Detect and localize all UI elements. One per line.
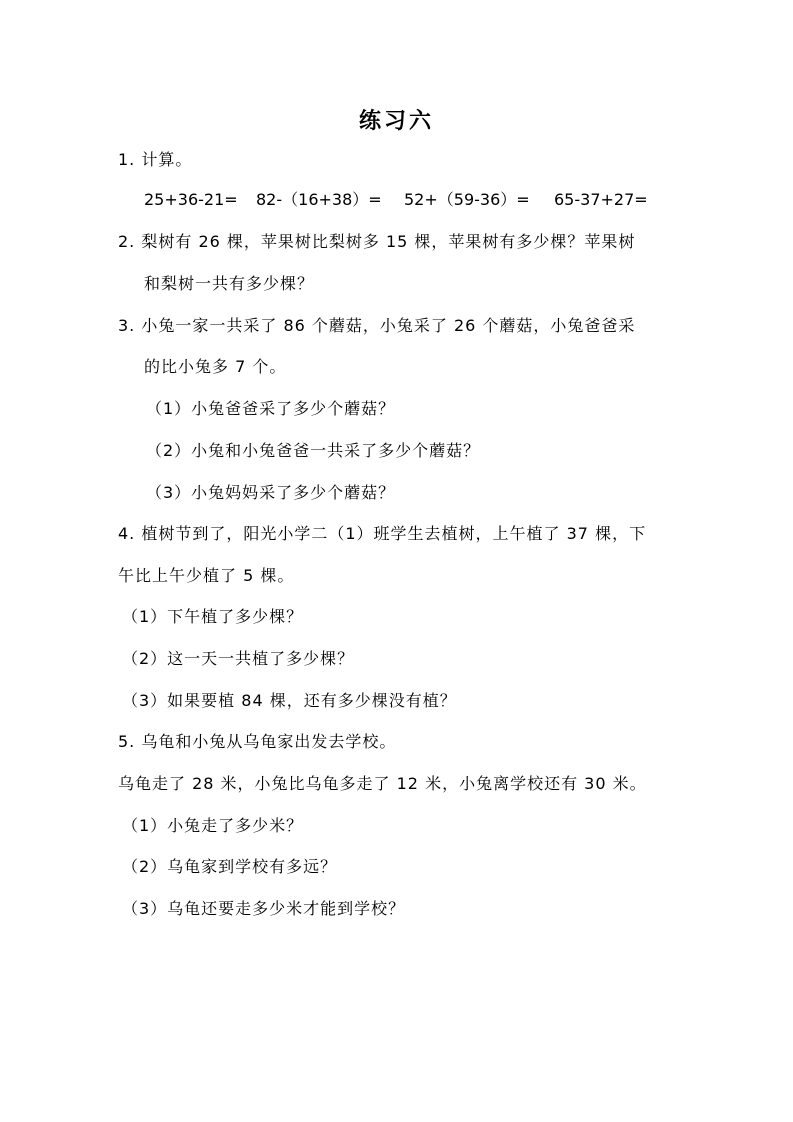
question-4-line-2: 午比上午少植了 5 棵。 (118, 566, 295, 585)
page-title: 练习六 (358, 108, 434, 134)
question-2-line-1: 2. 梨树有 26 棵，苹果树比梨树多 15 棵，苹果树有多少棵？苹果树 (118, 232, 636, 251)
question-3-sub-3: （3）小兔妈妈采了多少个蘑菇？ (146, 483, 396, 502)
question-3-line-2: 的比小兔多 7 个。 (144, 357, 287, 376)
question-3-sub-2: （2）小兔和小兔爸爸一共采了多少个蘑菇？ (146, 441, 481, 460)
question-3-line-1: 3. 小兔一家一共采了 86 个蘑菇，小兔采了 26 个蘑菇，小兔爸爸采 (118, 316, 636, 335)
calc-expression-3: 52+（59-36）= (404, 190, 530, 209)
question-5-sub-1: （1）小兔走了多少米？ (122, 816, 304, 835)
question-4-sub-1: （1）下午植了多少棵？ (122, 607, 304, 626)
calc-expression-4: 65-37+27= (554, 190, 648, 209)
question-4-sub-2: （2）这一天一共植了多少棵？ (122, 649, 355, 668)
question-5-line-1: 5. 乌龟和小兔从乌龟家出发去学校。 (118, 732, 397, 751)
question-4-line-1: 4. 植树节到了，阳光小学二（1）班学生去植树，上午植了 37 棵，下 (118, 524, 647, 543)
question-5-line-2: 乌龟走了 28 米，小兔比乌龟多走了 12 米，小兔离学校还有 30 米。 (118, 774, 647, 793)
question-1-stem: 1. 计算。 (118, 150, 193, 169)
question-4-sub-3: （3）如果要植 84 棵，还有多少棵没有植？ (122, 691, 457, 710)
calc-expression-2: 82-（16+38）= (256, 190, 382, 209)
question-3-sub-1: （1）小兔爸爸采了多少个蘑菇？ (146, 399, 396, 418)
question-5-sub-2: （2）乌龟家到学校有多远？ (122, 857, 338, 876)
question-2-line-2: 和梨树一共有多少棵？ (144, 274, 315, 293)
calc-expression-1: 25+36-21= (144, 190, 238, 209)
question-5-sub-3: （3）乌龟还要走多少米才能到学校？ (122, 899, 406, 918)
